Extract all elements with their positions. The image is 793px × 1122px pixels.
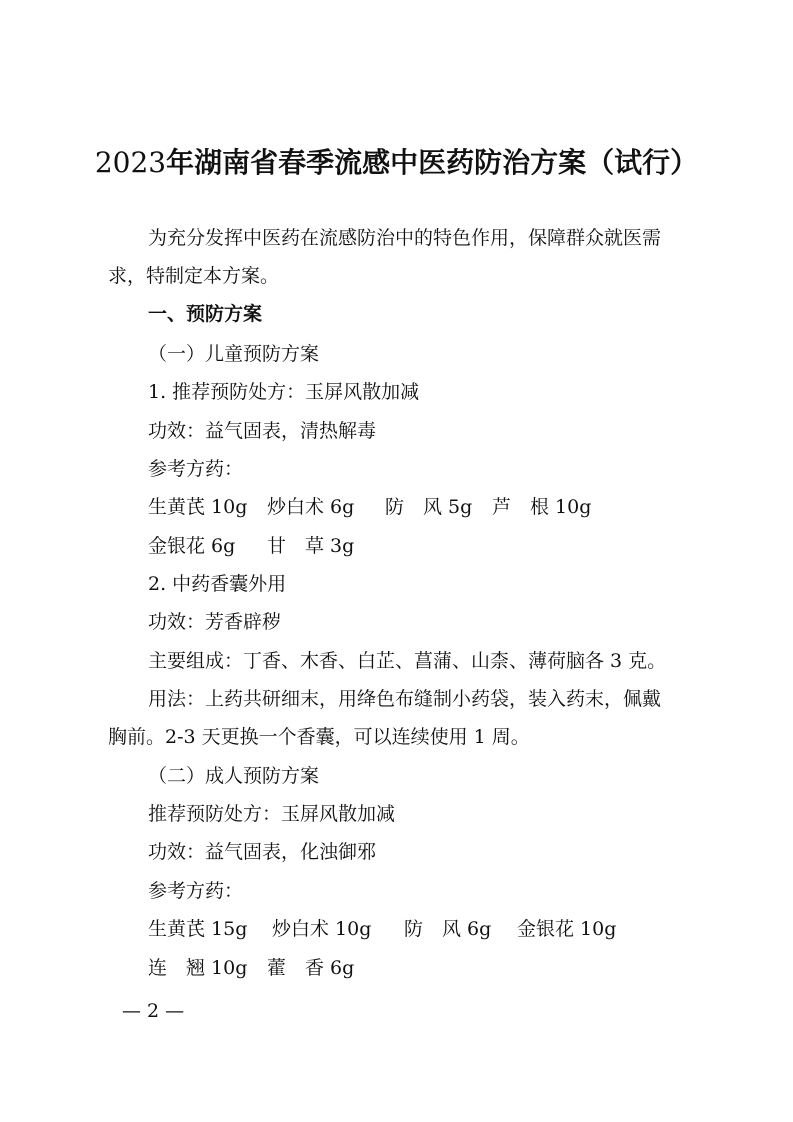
- adult-effect: 功效：益气固表，化浊御邪: [148, 841, 377, 863]
- adult-herbs-row-1: [0, 917, 793, 941]
- adult-ref: 参考方药：: [148, 880, 244, 902]
- child-item1-title: 1. 推荐预防处方：玉屏风散加减: [148, 381, 420, 403]
- intro-line-2: 求，特制定本方案。: [108, 265, 280, 287]
- page-number: — 2 —: [122, 1000, 185, 1022]
- child-item2-title: 2. 中药香囊外用: [148, 573, 287, 595]
- child-item2-effect: 功效：芳香辟秽: [148, 611, 282, 633]
- subsection-heading-adults: （二）成人预防方案: [148, 765, 320, 787]
- herb-item: 防 风 6g: [404, 918, 492, 940]
- intro-line-1: 为充分发挥中医药在流感防治中的特色作用，保障群众就医需: [148, 227, 662, 249]
- herb-item: 连 翘 10g: [148, 957, 248, 979]
- child-item2-composition: 主要组成：丁香、木香、白芷、菖蒲、山柰、薄荷脑各 3 克。: [148, 650, 667, 672]
- child-herbs-row-1: [0, 495, 793, 519]
- herb-item: 炒白术 6g: [267, 496, 355, 518]
- herb-item: 藿 香 6g: [267, 957, 355, 979]
- child-item2-usage-line-2: 胸前。2-3 天更换一个香囊，可以连续使用 1 周。: [108, 726, 530, 748]
- herb-item: 防 风 5g: [385, 496, 473, 518]
- adult-title: 推荐预防处方：玉屏风散加减: [148, 803, 396, 825]
- herb-item: 炒白术 10g: [272, 918, 372, 940]
- herb-item: 生黄芪 10g: [148, 496, 248, 518]
- child-item1-effect: 功效：益气固表，清热解毒: [148, 420, 377, 442]
- adult-herbs-row-2: [0, 956, 793, 980]
- herb-item: 生黄芪 15g: [148, 918, 248, 940]
- herb-item: 金银花 6g: [148, 535, 236, 557]
- herb-item: 金银花 10g: [517, 918, 617, 940]
- child-item1-ref: 参考方药：: [148, 458, 244, 480]
- section-heading-prevention: 一、预防方案: [148, 303, 263, 325]
- subsection-heading-children: （一）儿童预防方案: [148, 343, 320, 365]
- herb-item: 芦 根 10g: [492, 496, 592, 518]
- child-herbs-row-2: [0, 534, 793, 558]
- document-title: [0, 141, 793, 181]
- child-item2-usage-line-1: 用法：上药共研细末，用绛色布缝制小药袋，装入药末，佩戴: [148, 688, 662, 710]
- title-text: 年湖南省春季流感中医药防治方案（试行）: [166, 146, 699, 179]
- herb-item: 甘 草 3g: [267, 535, 355, 557]
- title-year: 2023: [94, 146, 167, 179]
